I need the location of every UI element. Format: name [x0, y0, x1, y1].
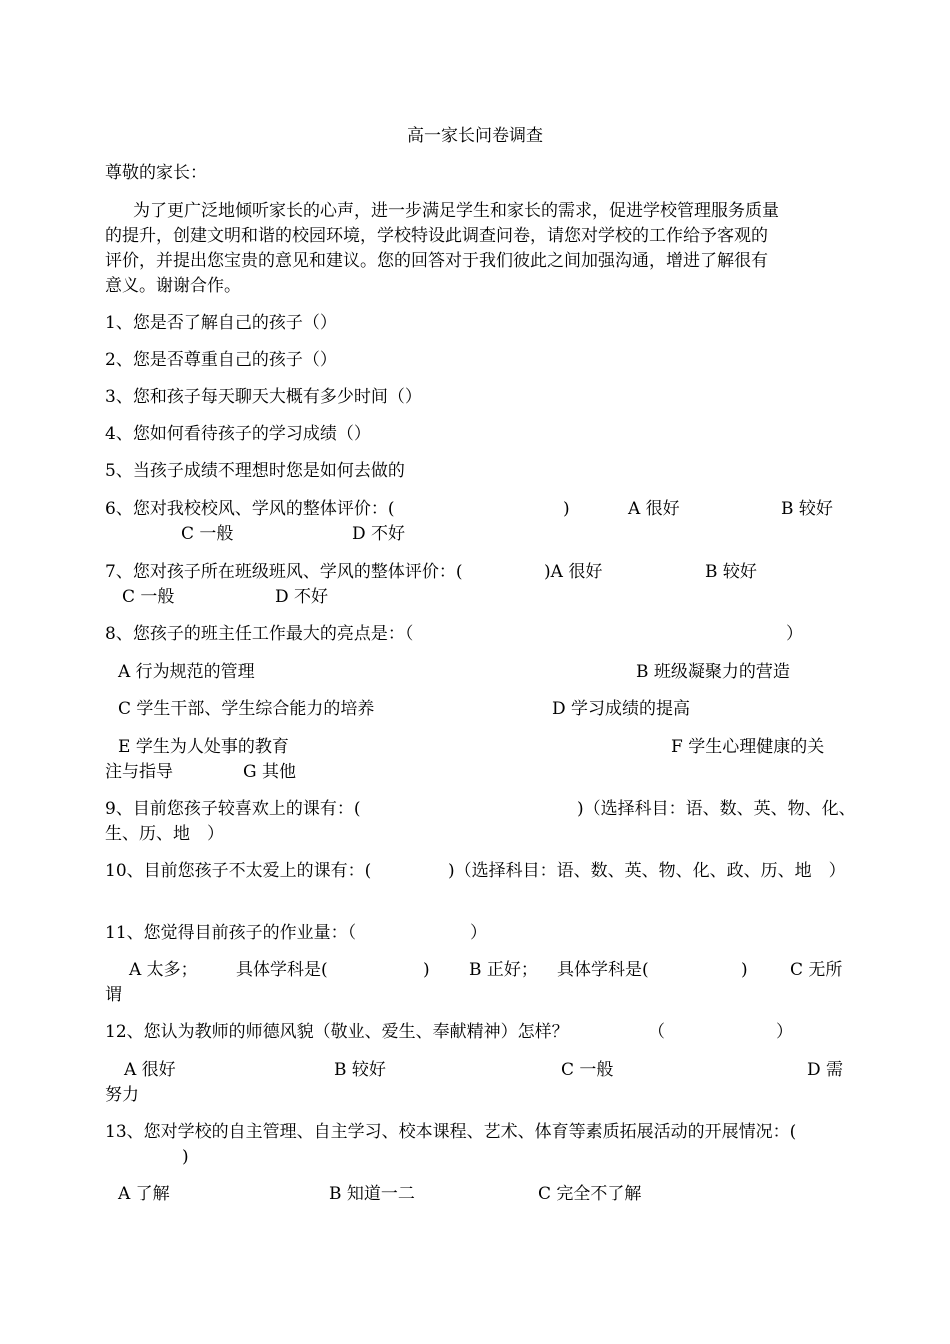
question-11-close: ）	[470, 923, 487, 943]
question-11-option-b: B 正好；	[469, 960, 538, 980]
question-10-close: )（选择科目：语、数、英、物、化、政、历、地 ）	[448, 861, 846, 881]
question-13-option-c: C 完全不了解	[538, 1184, 642, 1204]
question-8-option-f: F 学生心理健康的关	[671, 737, 825, 757]
question-11-option-a: A 太多；	[129, 960, 198, 980]
question-9-cont: 生、历、地 ）	[105, 824, 224, 844]
question-12-option-d: D 需	[807, 1060, 844, 1080]
question-3: 3、您和孩子每天聊天大概有多少时间（）	[105, 387, 422, 407]
question-11-option-b-close: )	[741, 960, 748, 980]
question-8-option-d: D 学习成绩的提高	[552, 699, 691, 719]
question-8-option-e: E 学生为人处事的教育	[118, 737, 289, 757]
question-8: 8、您孩子的班主任工作最大的亮点是：（	[105, 624, 414, 644]
question-8-option-c: C 学生干部、学生综合能力的培养	[118, 699, 375, 719]
question-8-option-a: A 行为规范的管理	[118, 662, 255, 682]
question-13-option-a: A 了解	[118, 1184, 170, 1204]
question-8-option-f-cont: 注与指导	[105, 762, 173, 782]
question-11-option-b-subject: 具体学科是(	[557, 960, 649, 980]
question-6-option-a: A 很好	[628, 499, 680, 519]
intro-line-2: 的提升，创建文明和谐的校园环境，学校特设此调查问卷，请您对学校的工作给予客观的	[105, 226, 768, 246]
question-6-close: )	[563, 499, 570, 519]
question-13-option-b: B 知道一二	[329, 1184, 415, 1204]
question-13: 13、您对学校的自主管理、自主学习、校本课程、艺术、体育等素质拓展活动的开展情况：(	[105, 1122, 797, 1142]
question-4: 4、您如何看待孩子的学习成绩（）	[105, 424, 371, 444]
question-11-option-a-subject: 具体学科是(	[236, 960, 328, 980]
question-6-option-d: D 不好	[352, 524, 406, 544]
question-12-close: ）	[776, 1022, 793, 1042]
question-8-option-g: G 其他	[243, 762, 296, 782]
intro-line-4: 意义。谢谢合作。	[105, 276, 241, 296]
question-2: 2、您是否尊重自己的孩子（）	[105, 350, 337, 370]
question-7-option-d: D 不好	[275, 587, 329, 607]
question-13-close: )	[182, 1147, 189, 1167]
question-6-option-c: C 一般	[181, 524, 234, 544]
question-12-option-a: A 很好	[124, 1060, 176, 1080]
question-12: 12、您认为教师的师德风貌（敬业、爱生、奉献精神）怎样？	[105, 1022, 569, 1042]
intro-line-3: 评价，并提出您宝贵的意见和建议。您的回答对于我们彼此之间加强沟通，增进了解很有	[105, 251, 768, 271]
question-12-open: （	[648, 1022, 665, 1042]
question-5: 5、当孩子成绩不理想时您是如何去做的	[105, 461, 405, 481]
question-12-option-c: C 一般	[561, 1060, 614, 1080]
question-9: 9、目前您孩子较喜欢上的课有：(	[105, 799, 361, 819]
question-8-option-b: B 班级凝聚力的营造	[636, 662, 790, 682]
question-7-option-b: B 较好	[705, 562, 757, 582]
question-6-option-b: B 较好	[781, 499, 833, 519]
question-1: 1、您是否了解自己的孩子（）	[105, 313, 337, 333]
question-7-option-c: C 一般	[122, 587, 175, 607]
question-11: 11、您觉得目前孩子的作业量：（	[105, 923, 357, 943]
question-11-option-a-close: )	[423, 960, 430, 980]
question-9-close: )（选择科目：语、数、英、物、化、	[577, 799, 856, 819]
question-8-close: ）	[786, 624, 803, 644]
question-12-option-d-cont: 努力	[105, 1085, 139, 1105]
intro-line-1: 为了更广泛地倾听家长的心声，进一步满足学生和家长的需求，促进学校管理服务质量	[133, 201, 779, 221]
question-7-close-option-a: )A 很好	[544, 562, 603, 582]
greeting: 尊敬的家长：	[105, 163, 207, 183]
question-11-option-c-cont: 谓	[105, 985, 122, 1005]
question-12-option-b: B 较好	[334, 1060, 386, 1080]
question-6: 6、您对我校校风、学风的整体评价：(	[105, 499, 395, 519]
question-11-option-c: C 无所	[790, 960, 843, 980]
question-7: 7、您对孩子所在班级班风、学风的整体评价：(	[105, 562, 463, 582]
document-title: 高一家长问卷调查	[407, 126, 543, 146]
question-10: 10、目前您孩子不太爱上的课有：(	[105, 861, 372, 881]
